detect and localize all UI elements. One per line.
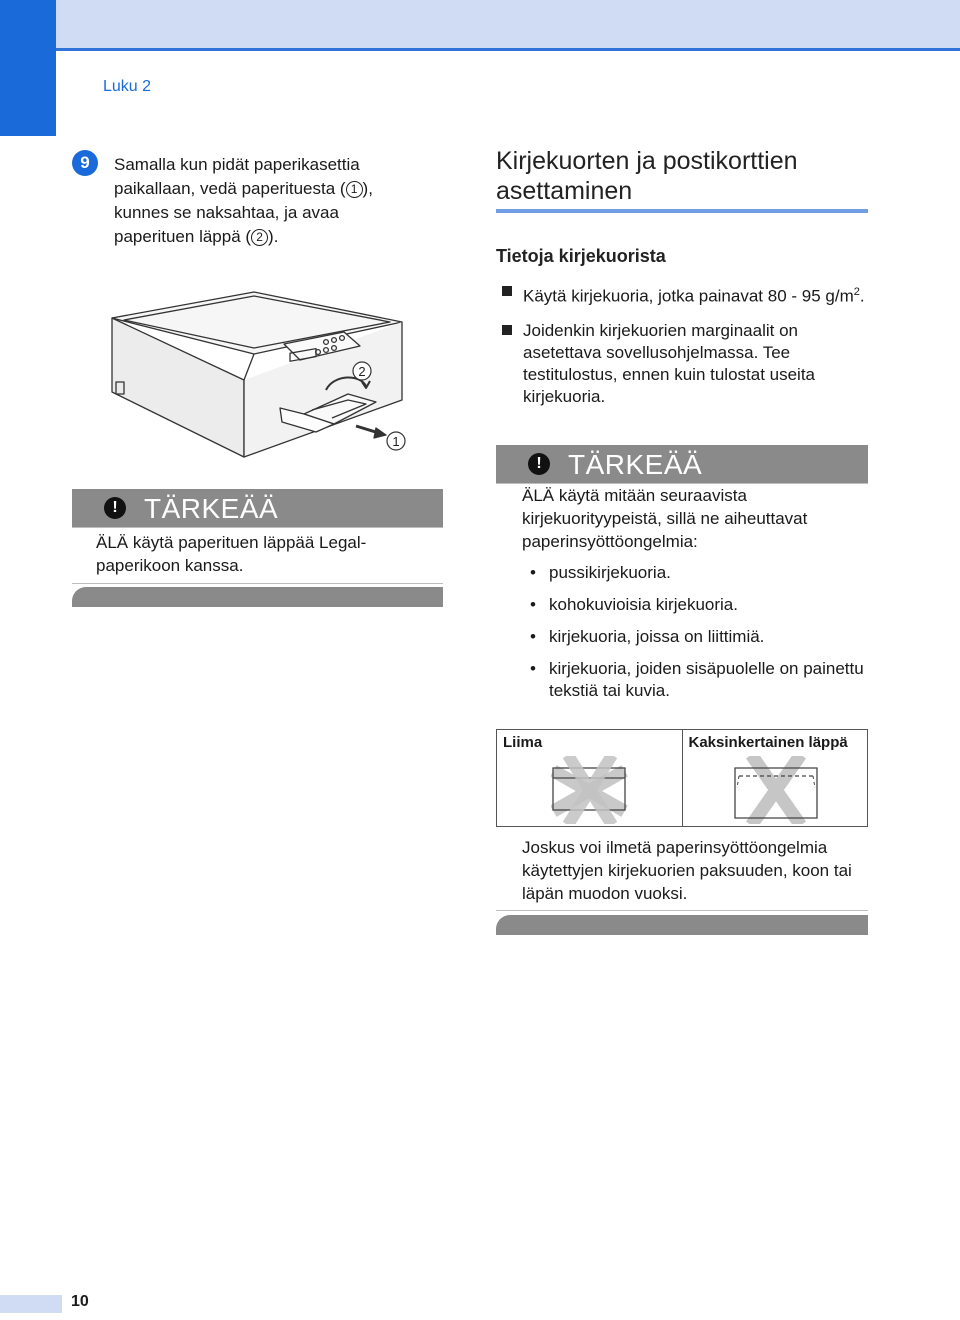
- important-rule-left-bottom: [72, 583, 443, 584]
- step-number-badge: 9: [72, 150, 98, 176]
- list-item: [522, 658, 868, 702]
- list-item: [496, 320, 868, 408]
- header-rule: [0, 48, 960, 51]
- step-text-part-2: ), kunnes se naksahtaa, ja avaa paperituen läppä (: [114, 179, 373, 246]
- important-banner-right: [496, 445, 868, 483]
- callout-2-icon: 2: [251, 229, 268, 246]
- callout-2-label: 2: [358, 364, 366, 379]
- bullet-icon: •: [530, 659, 536, 678]
- list-item-text: pussikirjekuoria.: [549, 563, 671, 582]
- section-title-underline: [496, 209, 868, 213]
- important-rule-right-bottom: [496, 910, 868, 911]
- important-text-left: ÄLÄ käytä paperituen läppää Legal-paperikoon kanssa.: [96, 533, 367, 575]
- square-bullet-icon: [502, 286, 512, 296]
- list-item-text: kirjekuoria, joiden sisäpuolelle on painettu tekstiä tai kuvia.: [549, 659, 864, 700]
- envelope-examples-table: [496, 729, 868, 827]
- important-rule-left: [72, 527, 443, 528]
- glue-envelope-crossed-icon: [551, 756, 629, 824]
- warning-icon: !: [528, 453, 550, 475]
- header-band: [0, 0, 960, 50]
- list-item-suffix: .: [859, 286, 865, 306]
- section-title: Kirjekuorten ja postikorttien asettaminen: [496, 147, 798, 205]
- step-instruction: [114, 153, 414, 249]
- list-item: [522, 626, 868, 648]
- list-item-text: Käytä kirjekuoria, jotka painavat 80 - 95 g/m: [523, 286, 854, 306]
- square-bullet-icon: [502, 325, 512, 335]
- list-item-text: Joidenkin kirjekuorien marginaalit on asetettava sovellusohjelmassa. Tee testitulostus, ennen kuin tulostat useita kirjekuoria.: [523, 320, 816, 406]
- list-item-text: kirjekuoria, joissa on liittimiä.: [549, 627, 765, 646]
- chapter-label: Luku 2: [103, 78, 152, 95]
- bullet-icon: •: [530, 627, 536, 646]
- list-item: [522, 562, 868, 584]
- printer-illustration: [104, 282, 414, 462]
- callout-1-icon: 1: [346, 181, 363, 198]
- page-number-band: [0, 1295, 62, 1313]
- list-item: [496, 281, 868, 308]
- step-text-part-3: ).: [268, 227, 279, 246]
- list-item: [522, 594, 868, 616]
- envelope-info-list: [496, 281, 868, 420]
- important-footer-right: [496, 915, 868, 935]
- page-number: 10: [71, 1293, 89, 1310]
- warning-icon: !: [104, 497, 126, 519]
- important-title-right: TÄRKEÄÄ: [568, 449, 703, 480]
- subsection-title: Tietoja kirjekuorista: [496, 246, 666, 266]
- bullet-icon: •: [530, 563, 536, 582]
- table-label-glue: Liima: [503, 734, 543, 751]
- superscript: 2: [853, 286, 860, 298]
- important-footer-left: [72, 587, 443, 607]
- table-cell-glue: [497, 730, 683, 827]
- chapter-tab: [0, 0, 56, 136]
- list-item-text: kohokuvioisia kirjekuoria.: [549, 595, 738, 614]
- callout-1-label: 1: [392, 434, 400, 449]
- step-text-part-1: Samalla kun pidät paperikasettia paikallaan, vedä paperituesta (: [114, 155, 360, 198]
- feed-problem-note: Joskus voi ilmetä paperinsyöttöongelmia käytettyjen kirjekuorien paksuuden, koon tai läpän muodon vuoksi.: [522, 838, 852, 903]
- important-title-left: TÄRKEÄÄ: [144, 493, 279, 524]
- table-cell-double-flap: [682, 730, 868, 827]
- bullet-icon: •: [530, 595, 536, 614]
- double-flap-envelope-crossed-icon: [733, 756, 819, 824]
- important-text-right: ÄLÄ käytä mitään seuraavista kirjekuorityypeistä, sillä ne aiheuttavat paperinsyöttöongelmia:: [522, 486, 808, 551]
- unsuitable-envelopes-list: [522, 562, 868, 712]
- important-banner-left: [72, 489, 443, 527]
- table-label-double-flap: Kaksinkertainen läppä: [688, 734, 848, 751]
